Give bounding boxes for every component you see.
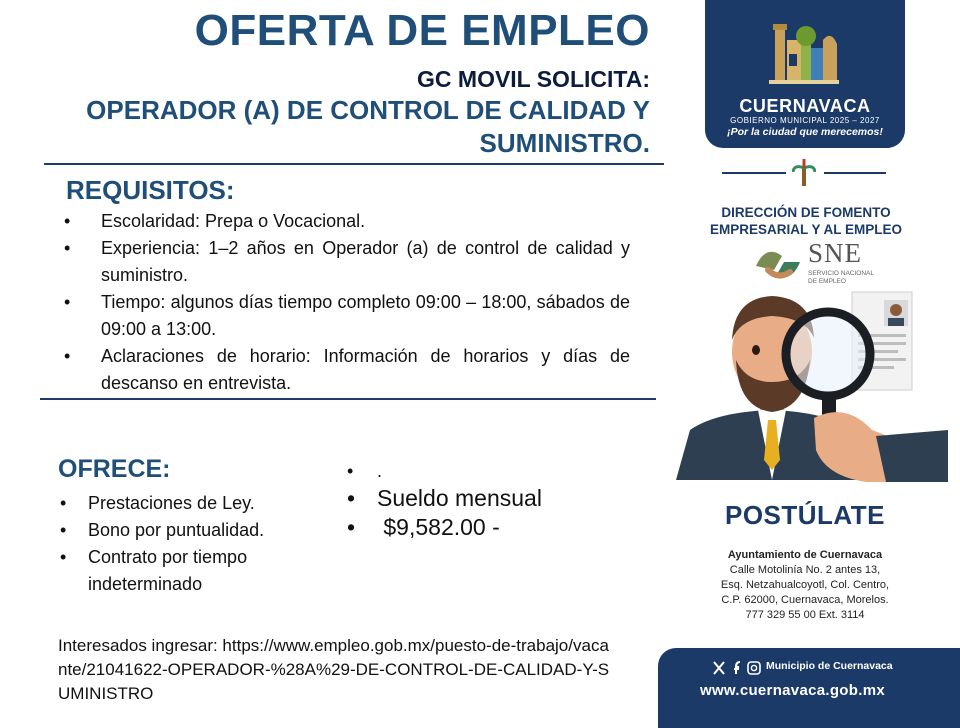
application-link[interactable]: Interesados ingresar: https://www.empleo.gob.mx/puesto-de-trabajo/vacante/21041622-OPERADOR-%28A%29-DE-CONTROL-DE-CALIDAD-Y-SUMINISTRO — [58, 636, 610, 703]
company-name: GC MOVIL SOLICITA: — [417, 66, 650, 92]
department-line-1: DIRECCIÓN DE FOMENTO — [721, 205, 891, 220]
requirement-item: • Escolaridad: Prepa o Vocacional. — [60, 208, 630, 235]
divider-bottom — [40, 398, 656, 400]
website-link[interactable]: www.cuernavaca.gob.mx — [700, 682, 885, 699]
city-name: CUERNAVACA — [739, 96, 871, 116]
instagram-icon[interactable] — [748, 662, 760, 674]
government-term: GOBIERNO MUNICIPAL 2025 – 2027 — [730, 116, 880, 125]
divider-left-small — [722, 172, 786, 174]
salary-amount: • $9,582.00 - — [345, 513, 645, 542]
address-line: C.P. 62000, Cuernavaca, Morelos. — [721, 594, 889, 606]
address-org: Ayuntamiento de Cuernavaca — [727, 549, 883, 561]
requirements-title: REQUISITOS: — [66, 175, 235, 205]
offer-item: • Prestaciones de Ley. — [56, 490, 336, 517]
social-label: Municipio de Cuernavaca — [766, 660, 893, 672]
requirement-item: • Experiencia: 1–2 años en Operador (a) de control de calidad y suministro. — [60, 235, 630, 289]
cuernavaca-emblem-icon — [705, 0, 905, 100]
x-icon[interactable] — [714, 662, 724, 674]
magnifier-person-illustration — [676, 290, 948, 482]
offer-item: • Bono por puntualidad. — [56, 517, 336, 544]
salary-list — [345, 458, 645, 542]
job-position — [10, 94, 650, 160]
page-title: OFERTA DE EMPLEO — [194, 6, 650, 55]
department-line-2: EMPRESARIAL Y AL EMPLEO — [709, 222, 903, 237]
sne-subtitle — [808, 270, 888, 286]
sne-subtitle-line-1: SERVICIO NACIONAL — [808, 270, 874, 277]
facebook-icon[interactable] — [734, 662, 740, 674]
divider-right-small — [824, 172, 886, 174]
offer-title: OFRECE: — [58, 455, 171, 483]
sne-logo-text: SNE — [808, 238, 863, 268]
phone-number: 777 329 55 00 Ext. 3114 — [745, 609, 865, 621]
requirement-item: • Aclaraciones de horario: Información de horarios y días de descanso en entrevista. — [60, 343, 630, 397]
cta-postulate: POSTÚLATE — [724, 500, 886, 530]
divider-top — [44, 163, 664, 165]
offer-item: • Contrato por tiempo indeterminado — [56, 544, 336, 598]
address-line: Calle Motolinía No. 2 antes 13, — [729, 564, 881, 576]
department-name — [696, 204, 916, 238]
salary-item-dot: • . — [345, 458, 645, 484]
contact-address — [680, 548, 930, 623]
city-slogan: ¡Por la ciudad que merecemos! — [727, 126, 883, 138]
salary-label: • Sueldo mensual — [345, 484, 645, 513]
palm-icon — [792, 158, 816, 188]
job-position-line-1: OPERADOR (A) DE CONTROL DE CALIDAD Y — [86, 95, 650, 125]
offer-list — [56, 490, 336, 598]
sne-subtitle-line-2: DE EMPLEO — [808, 278, 846, 285]
requirements-list — [60, 208, 630, 397]
address-line: Esq. Netzahualcoyotl, Col. Centro, — [720, 579, 890, 591]
handshake-icon — [752, 240, 804, 286]
requirement-item: • Tiempo: algunos días tiempo completo 09:00 – 18:00, sábados de 09:00 a 13:00. — [60, 289, 630, 343]
job-position-line-2: SUMINISTRO. — [479, 128, 650, 158]
